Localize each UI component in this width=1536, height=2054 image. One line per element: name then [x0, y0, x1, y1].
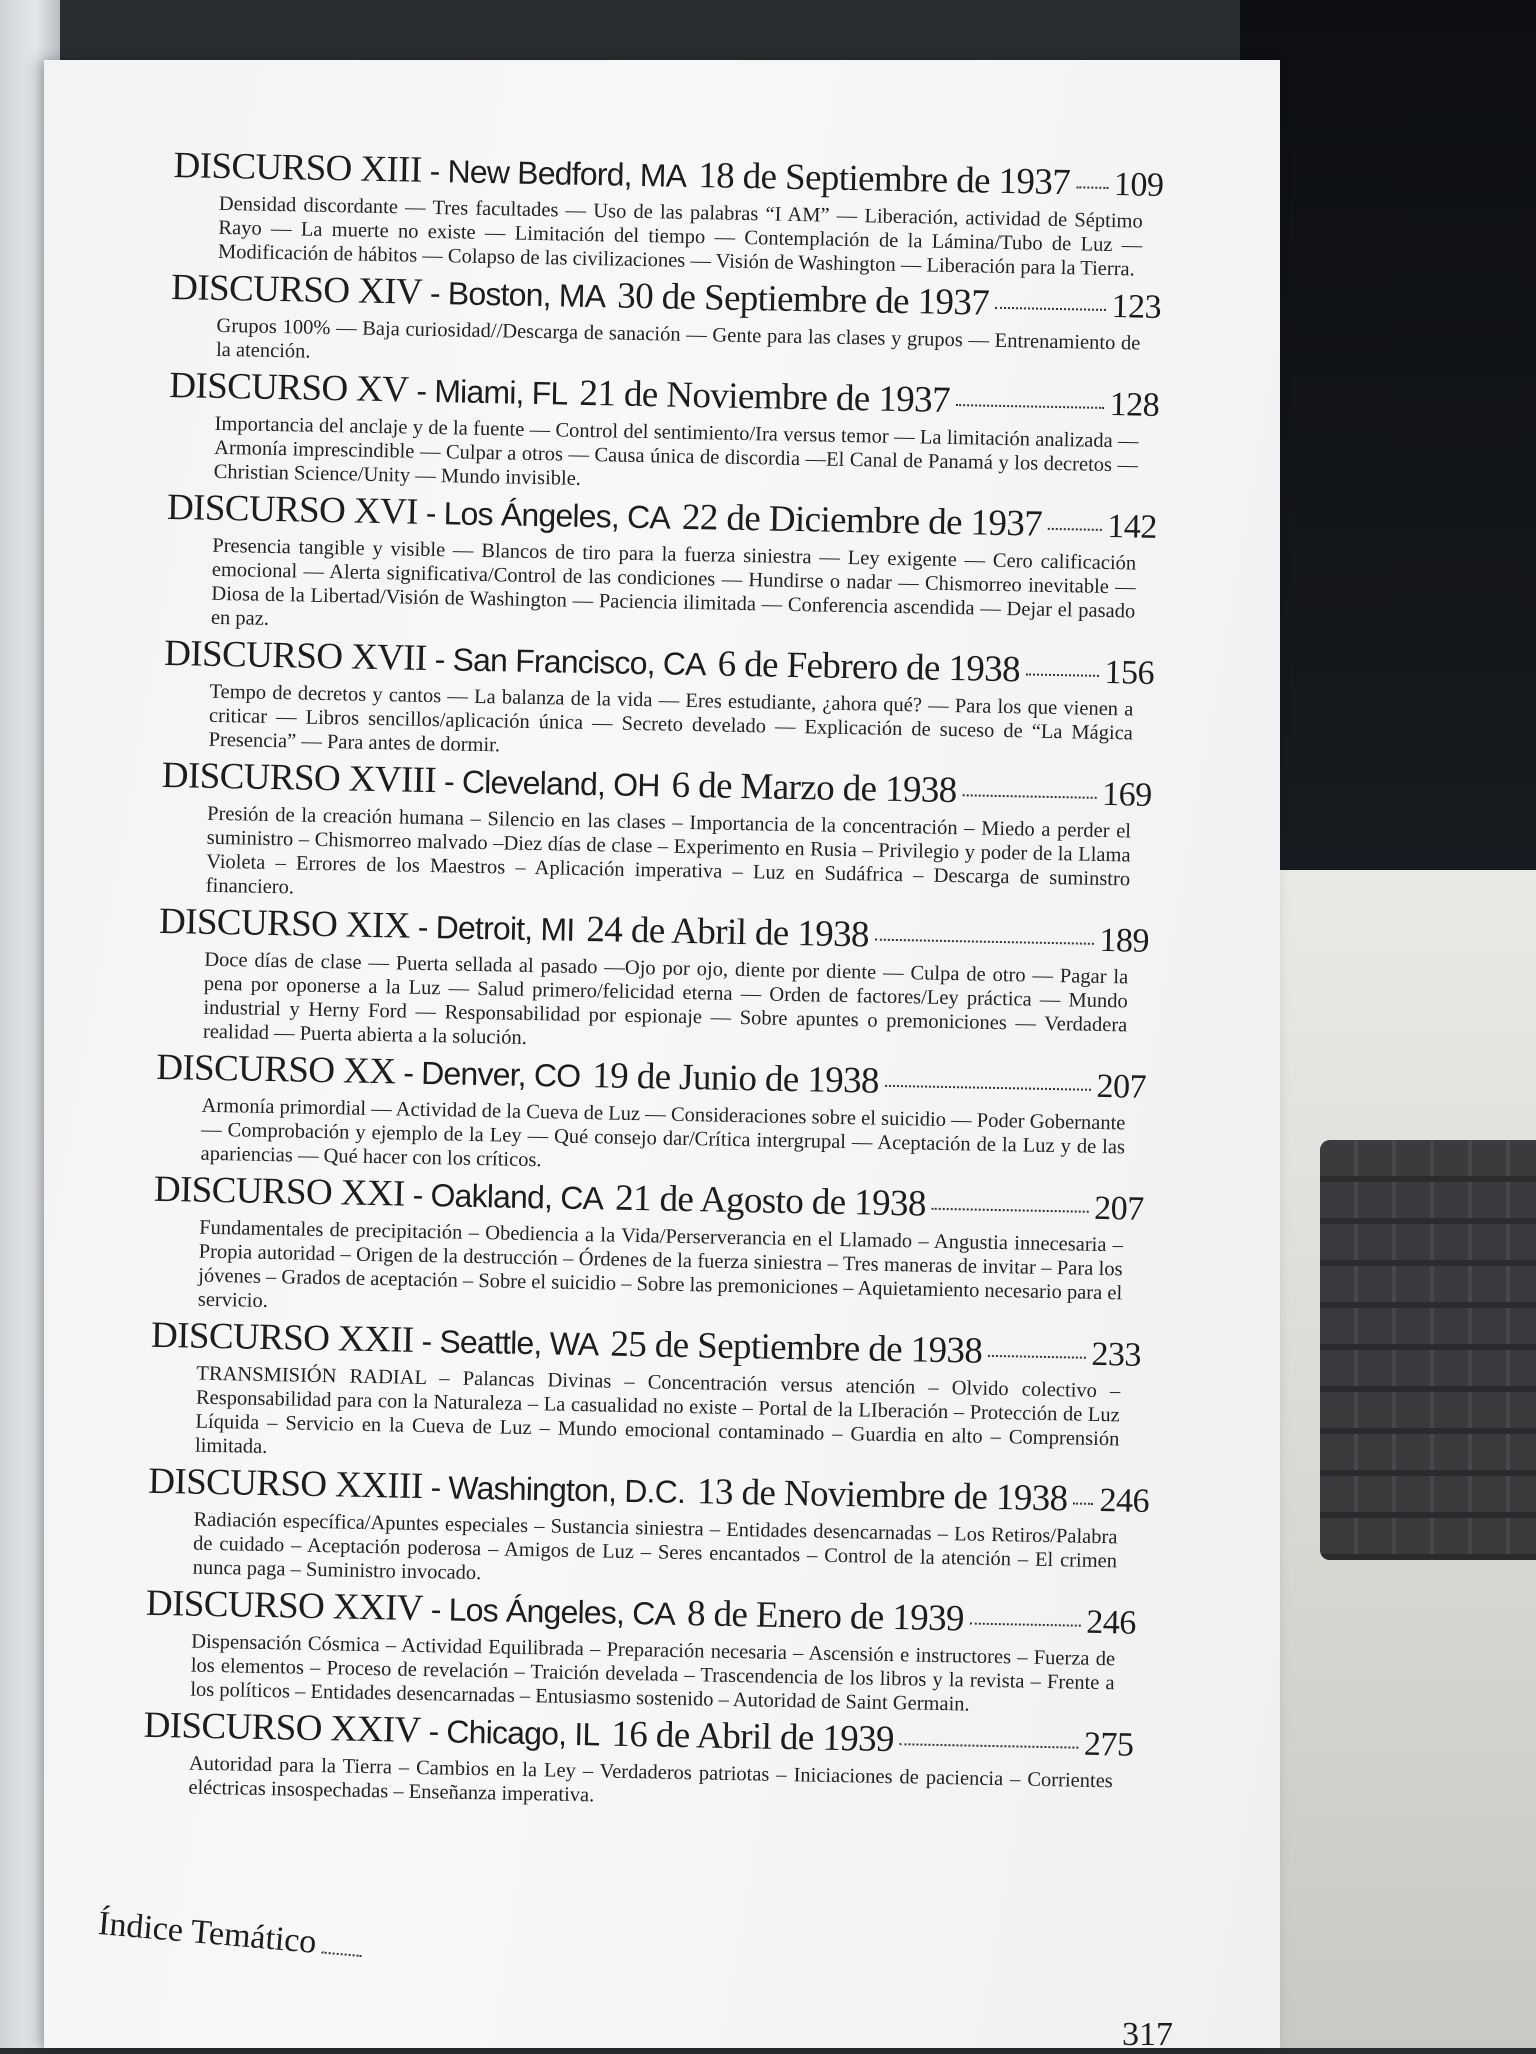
- index-leader: [321, 1951, 361, 1956]
- title-separator: -: [428, 1713, 439, 1750]
- discourse-date: 13 de Noviembre de 1938: [696, 1471, 1068, 1520]
- title-separator: -: [421, 1322, 432, 1360]
- discourse-location: Oakland, CA: [430, 1177, 604, 1217]
- page-number: 128: [1109, 386, 1160, 424]
- discourse-date: 6 de Marzo de 1938: [671, 764, 958, 812]
- discourse-location: Miami, FL: [433, 373, 568, 412]
- discourse-location: Washington, D.C.: [448, 1469, 686, 1511]
- discourse-location: Cleveland, OH: [461, 763, 660, 804]
- discourse-title: DISCURSO XVII: [163, 632, 428, 679]
- title-separator: -: [402, 1054, 414, 1091]
- toc-entry: [144, 1583, 1136, 1720]
- page-number: 169: [1101, 775, 1153, 814]
- discourse-location: Los Ángeles, CA: [448, 1591, 676, 1632]
- page-number: 246: [1099, 1482, 1150, 1520]
- discourse-date: 18 de Septiembre de 1937: [697, 155, 1071, 204]
- discourse-topics: Tempo de decretos y cantos — La balanza de la vida — Eres estudiante, ¿ahora qué? — Para los que vienen a criticar — Libros sencillos/aplicación única — Secreto develado — Explicación de suceso de “La Mágica Presencia” — Para antes de dormir.: [208, 680, 1134, 757]
- dot-leader: [900, 1743, 1078, 1748]
- discourse-date: 8 de Enero de 1939: [686, 1593, 965, 1640]
- title-separator: -: [416, 372, 427, 409]
- page-number: 109: [1113, 166, 1164, 204]
- discourse-title: DISCURSO XXII: [150, 1314, 415, 1361]
- discourse-topics: Radiación específica/Apuntes especiales – Sustancia siniestra – Entidades desencarnadas – Los Retiros/Palabra de cuidado – Aceptación poderosa – Amigos de Luz – Seres encantados – Control de la atención – El crimen nunca paga – Suministro invocado.: [192, 1508, 1118, 1585]
- discourse-date: 30 de Septiembre de 1937: [616, 275, 990, 324]
- discourse-topics: Armonía primordial — Actividad de la Cueva de Luz — Consideraciones sobre el suicidio — Poder Gobernante — Comprobación y ejemplo de la Ley — Qué consejo dar/Crítica intergrupal — Aceptación de la Luz y de las apariencias — Qué hacer con los críticos.: [200, 1094, 1126, 1172]
- title-separator: -: [430, 1591, 442, 1628]
- discourse-location: Seattle, WA: [439, 1323, 599, 1363]
- title-separator: -: [425, 494, 436, 532]
- discourse-title: DISCURSO XVIII: [161, 754, 437, 802]
- discourse-location: Boston, MA: [447, 275, 606, 315]
- discourse-topics: Densidad discordante — Tres facultades — Uso de las palabras “I AM” — Liberación, actividad de Séptimo Rayo — La muerte no existe — Limitación del tiempo — Contemplación de la Lámina/Tubo de Luz — Modificación de hábitos — Colapso de las civilizaciones — Visión de Washington — Liberación para la Tierra.: [217, 192, 1143, 281]
- title-separator: -: [443, 763, 455, 800]
- discourse-date: 6 de Febrero de 1938: [717, 643, 1021, 691]
- dot-leader: [932, 1208, 1089, 1213]
- discourse-date: 21 de Agosto de 1938: [614, 1177, 927, 1225]
- discourse-title: DISCURSO XXI: [153, 1168, 406, 1215]
- discourse-title: DISCURSO XXIV: [143, 1704, 421, 1752]
- discourse-title: DISCURSO XXIII: [147, 1460, 423, 1508]
- discourse-topics: Grupos 100% — Baja curiosidad//Descarga de sanación — Gente para las clases y grupos — Entrenamiento de la atención.: [215, 314, 1141, 363]
- page-number: 189: [1099, 921, 1150, 960]
- discourse-location: New Bedford, MA: [447, 153, 687, 194]
- book-page: [44, 60, 1280, 2048]
- discourse-topics: Importancia del anclaje y de la fuente — Control del sentimiento/Ira versus temor — La limitación analizada — Armonía imprescindible — Culpar a otros — Causa única de discordia —El Canal de Panamá y los decretos — Christian Science/Unity — Mundo invisible.: [213, 412, 1139, 490]
- page-number: 142: [1106, 507, 1158, 546]
- dot-leader: [1026, 673, 1099, 676]
- title-separator: -: [434, 641, 445, 678]
- page-number: 233: [1091, 1335, 1142, 1374]
- discourse-topics: Dispensación Cósmica – Actividad Equilibrada – Preparación necesaria – Ascensión e instructores – Fuerza de los elementos – Proceso de revelación – Traición develada – Trascendencia de los libros y la revista – Frente a los políticos – Entidades desencarnadas – Entusiasmo sostenido – Autoridad de Saint Germain.: [190, 1630, 1116, 1716]
- toc-entry: [168, 365, 1160, 502]
- discourse-date: 19 de Junio de 1938: [591, 1055, 880, 1102]
- discourse-title: DISCURSO XIII: [173, 145, 423, 191]
- dot-leader: [875, 939, 1094, 945]
- discourse-title: DISCURSO XIX: [158, 900, 411, 947]
- toc-entry: [165, 487, 1158, 648]
- page-number: 207: [1093, 1189, 1145, 1228]
- discourse-topics: Presión de la creación humana – Silencio en las clases – Importancia de la concentración – Miedo a perder el suministro – Chismorreo malvado –Diez días de clase – Experimento en Rusia – Privilegio y poder de la Llama Violeta – Errores de los Maestros – Aplicación imperativa – Luz en Sudáfrica – Descarga de suminstro financiero.: [205, 802, 1132, 899]
- discourse-title: DISCURSO XXIV: [145, 1582, 424, 1630]
- page-number: 156: [1104, 653, 1155, 692]
- index-page-number: 317: [1122, 2016, 1173, 2053]
- toc-entry: [142, 1705, 1134, 1818]
- dot-leader: [1048, 528, 1101, 531]
- dot-leader: [995, 307, 1105, 311]
- discourse-location: San Francisco, CA: [452, 641, 707, 683]
- toc-entry: [149, 1315, 1142, 1476]
- discourse-location: Detroit, MI: [435, 909, 575, 948]
- background-keyboard: [1320, 1140, 1536, 1560]
- toc-entry: [152, 1169, 1145, 1330]
- page-number: 275: [1083, 1725, 1134, 1764]
- dot-leader: [988, 1355, 1085, 1359]
- toc-entry: [170, 267, 1162, 380]
- discourse-date: 25 de Septiembre de 1938: [610, 1323, 983, 1372]
- discourse-date: 24 de Abril de 1938: [586, 909, 870, 956]
- table-of-contents: [142, 145, 1164, 1822]
- discourse-topics: Autoridad para la Tierra – Cambios en la Ley – Verdaderos patriotas – Iniciaciones de paciencia – Corrientes eléctricas insospechadas – Enseñanza imperativa.: [188, 1752, 1113, 1807]
- discourse-location: Chicago, IL: [446, 1713, 600, 1753]
- page-number: 123: [1111, 288, 1162, 326]
- page-number: 207: [1096, 1067, 1147, 1106]
- title-separator: -: [412, 1176, 423, 1213]
- discourse-date: 21 de Noviembre de 1937: [579, 372, 951, 421]
- discourse-date: 16 de Abril de 1939: [611, 1713, 895, 1761]
- discourse-location: Los Ángeles, CA: [443, 495, 671, 536]
- toc-entry: [160, 755, 1153, 916]
- discourse-topics: Fundamentales de precipitación – Obediencia a la Vida/Perserverancia en el Llamado – Angustia innecesaria – Propia autoridad – Origen de la destrucción – Órdenes de la fuerza siniestra – Tres maneras de invitar – Para los jóvenes – Grados de aceptación – Sobre el suicidio – Sobre las premoniciones – Aquietamiento necesario para el servicio.: [197, 1216, 1124, 1313]
- discourse-topics: Presencia tangible y visible — Blancos de tiro para la fuerza siniestra — Ley exigente — Cero calificación emocional — Alerta significativa/Control de las condiciones — Hundirse o nadar — Chismorreo inevitable — Diosa de la Libertad/Visión de Washington — Paciencia ilimitada — Conferencia ascendida — Dejar el pasado en paz.: [210, 534, 1137, 630]
- dot-leader: [963, 794, 1097, 799]
- discourse-topics: TRANSMISIÓN RADIAL – Palancas Divinas – Concentración versus atención – Olvido colectivo – Responsabilidad para con la Naturaleza – La casualidad no existe – Portal de la LIberación – Protección de Luz Líquida – Servicio en la Cueva de Luz – Mundo emocional contaminado – Guardia en alto – Comprensión limitada.: [194, 1362, 1121, 1459]
- title-separator: -: [417, 908, 429, 946]
- dot-leader: [956, 404, 1104, 409]
- discourse-title: DISCURSO XX: [155, 1046, 396, 1093]
- dot-leader: [970, 1623, 1080, 1627]
- discourse-title: DISCURSO XV: [168, 364, 409, 411]
- toc-entry: [162, 633, 1154, 770]
- index-label: Índice Temático: [96, 1905, 319, 1961]
- discourse-title: DISCURSO XVI: [166, 486, 419, 533]
- discourse-location: Denver, CO: [420, 1054, 581, 1094]
- toc-entry: [154, 1047, 1146, 1184]
- toc-entry: [172, 145, 1164, 282]
- page-number: 246: [1085, 1603, 1137, 1642]
- title-separator: -: [430, 1469, 441, 1506]
- discourse-date: 22 de Diciembre de 1937: [681, 496, 1043, 545]
- toc-entry: [146, 1460, 1150, 1598]
- discourse-topics: Doce días de clase — Puerta sellada al pasado —Ojo por ojo, diente por diente — Culpa de otro — Pagar la pena por oponerse a la Luz — Salud primero/felicidad eterna — Orden de factores/Ley práctica — Mundo industrial y Herny Ford — Responsabilidad por espionaje — Sobre apuntes o premoniciones — Verdadera realidad — Puerta abierta a la solución.: [202, 948, 1129, 1049]
- title-separator: -: [429, 152, 440, 190]
- toc-entry: [157, 901, 1150, 1062]
- dot-leader: [1076, 186, 1108, 189]
- discourse-title: DISCURSO XIV: [170, 266, 423, 313]
- title-separator: -: [429, 274, 441, 312]
- dot-leader: [885, 1085, 1091, 1091]
- dot-leader: [1073, 1503, 1093, 1505]
